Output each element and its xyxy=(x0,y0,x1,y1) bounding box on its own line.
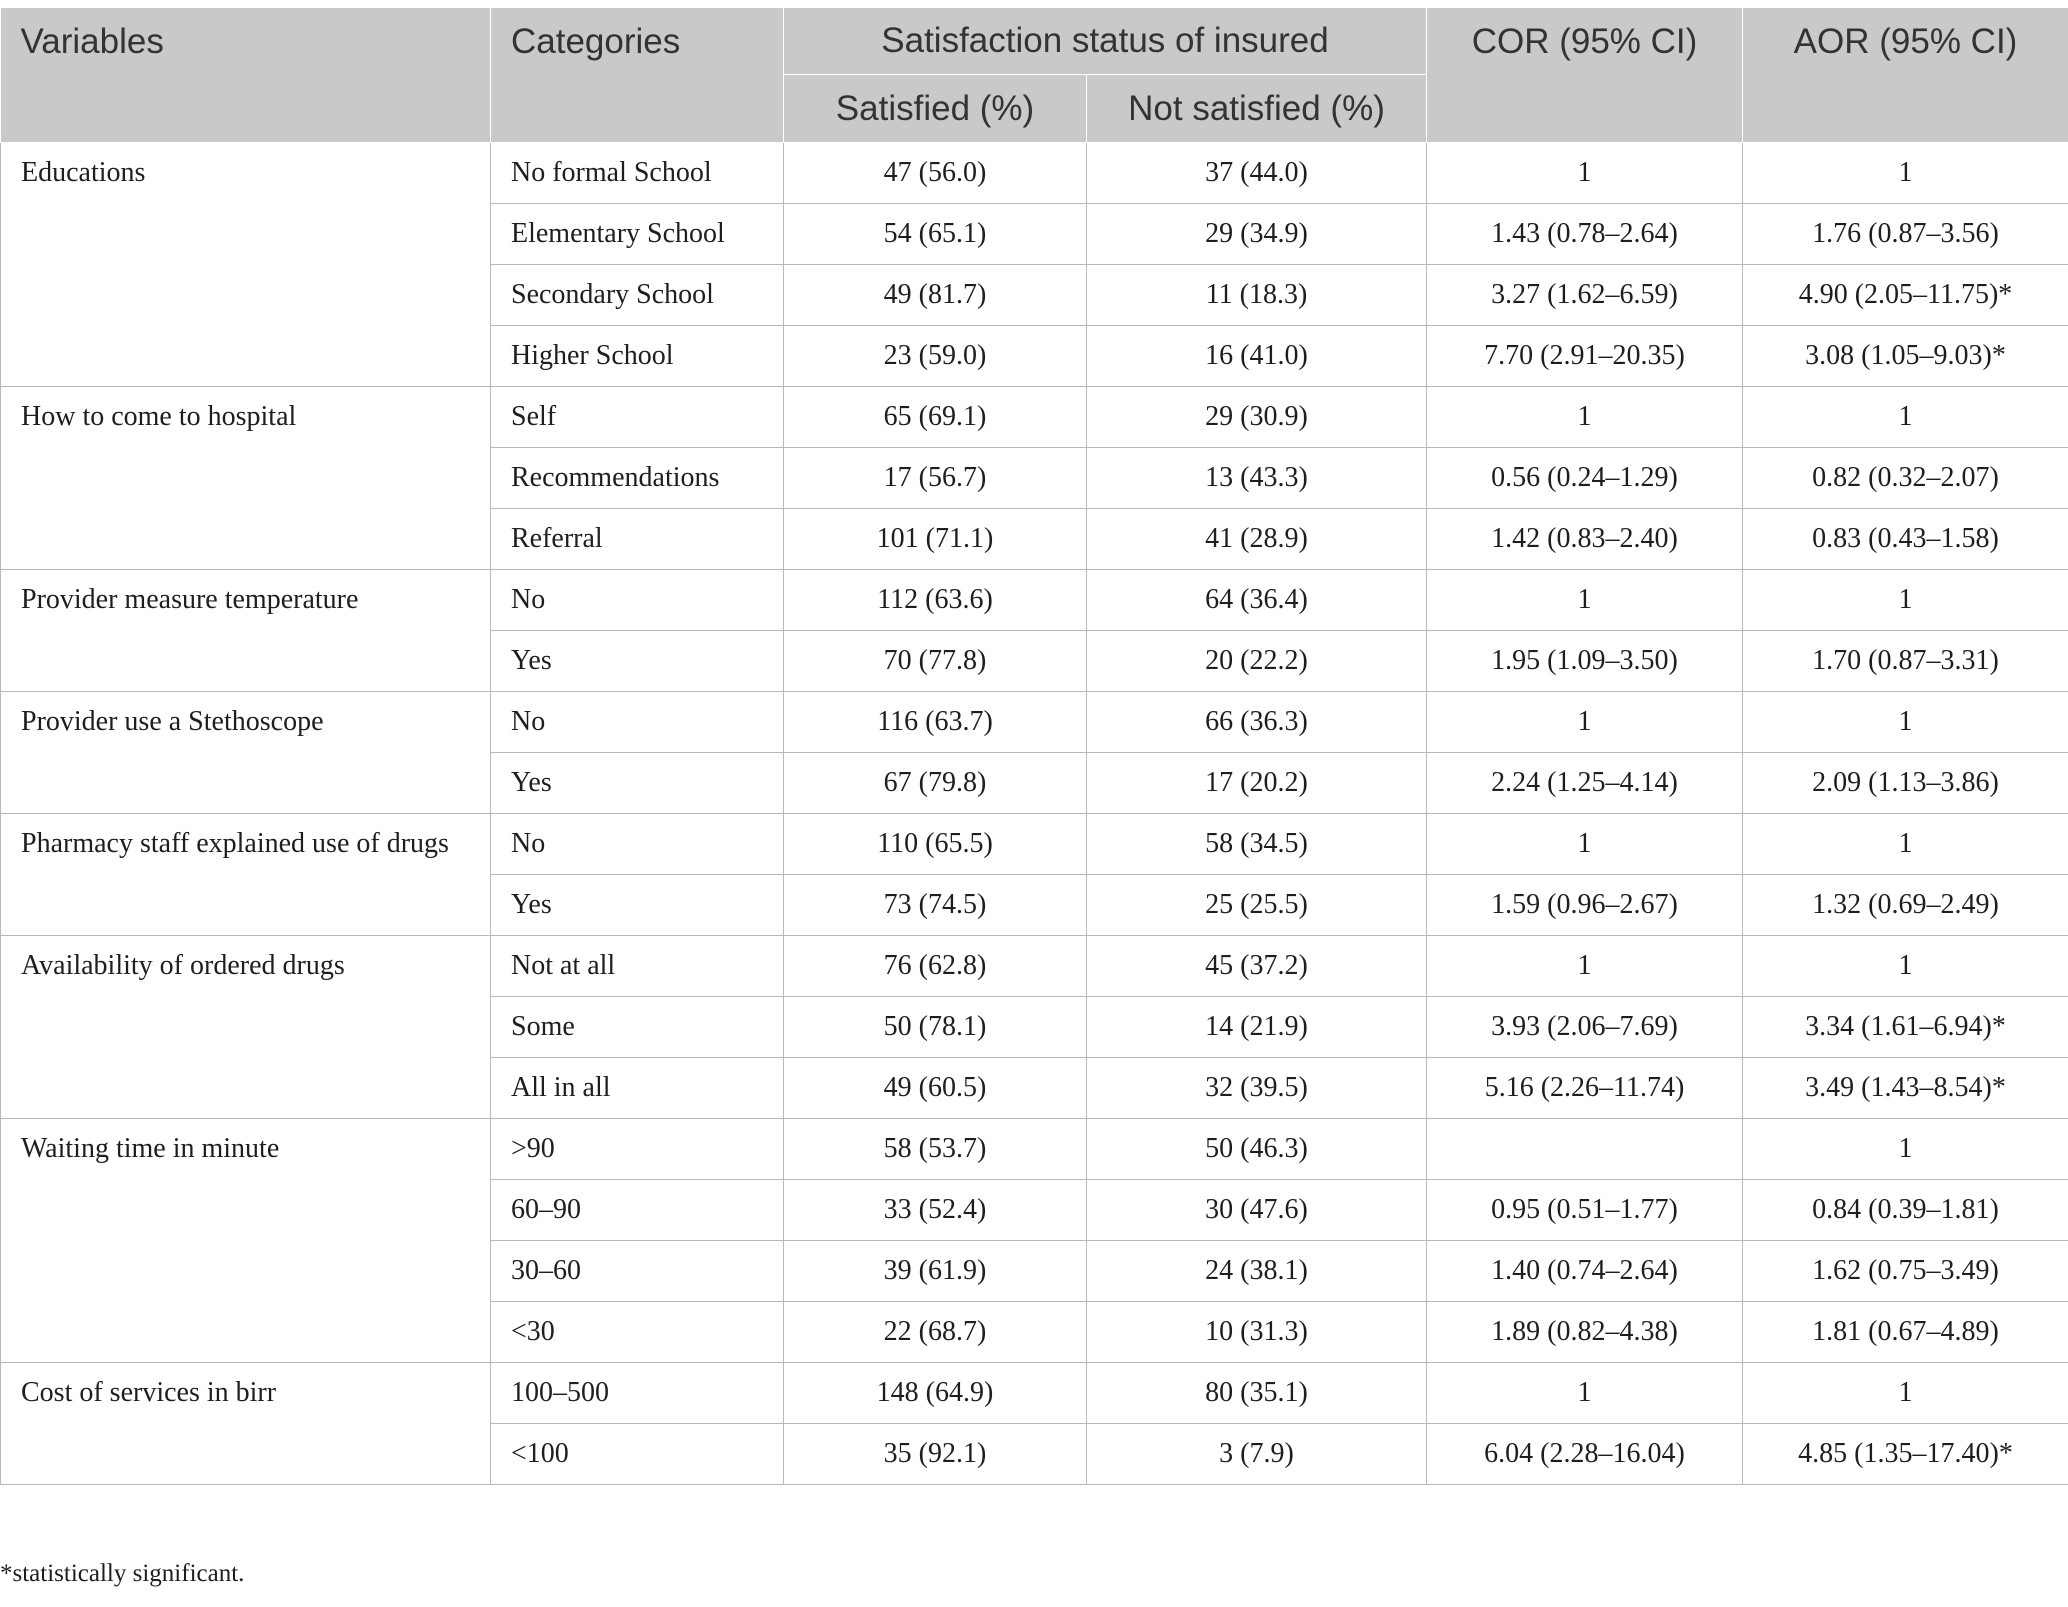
table-row xyxy=(1,692,2068,753)
variable-cell: Pharmacy staff explained use of drugs xyxy=(1,814,491,936)
cor-cell: 6.04 (2.28–16.04) xyxy=(1427,1424,1743,1485)
aor-cell: 3.34 (1.61–6.94)* xyxy=(1743,997,2068,1058)
category-cell: No xyxy=(491,814,784,875)
category-cell: Not at all xyxy=(491,936,784,997)
cor-cell: 2.24 (1.25–4.14) xyxy=(1427,753,1743,814)
footnote: *statistically significant. xyxy=(0,1560,245,1587)
cor-cell: 1 xyxy=(1427,814,1743,875)
satisfied-cell: 49 (60.5) xyxy=(784,1058,1087,1119)
category-cell: All in all xyxy=(491,1058,784,1119)
table-row xyxy=(1,936,2068,997)
not-satisfied-cell: 29 (34.9) xyxy=(1087,204,1427,265)
category-cell: Yes xyxy=(491,753,784,814)
not-satisfied-cell: 10 (31.3) xyxy=(1087,1302,1427,1363)
satisfied-cell: 47 (56.0) xyxy=(784,143,1087,204)
cor-cell: 1 xyxy=(1427,143,1743,204)
cor-cell: 1 xyxy=(1427,387,1743,448)
aor-cell: 1 xyxy=(1743,1119,2068,1180)
cor-cell: 1.95 (1.09–3.50) xyxy=(1427,631,1743,692)
cor-cell: 1.59 (0.96–2.67) xyxy=(1427,875,1743,936)
category-cell: Secondary School xyxy=(491,265,784,326)
aor-cell: 4.85 (1.35–17.40)* xyxy=(1743,1424,2068,1485)
variable-cell: Provider use a Stethoscope xyxy=(1,692,491,814)
category-cell: Recommendations xyxy=(491,448,784,509)
cor-cell: 0.56 (0.24–1.29) xyxy=(1427,448,1743,509)
header-variables: Variables xyxy=(1,8,491,143)
not-satisfied-cell: 66 (36.3) xyxy=(1087,692,1427,753)
satisfied-cell: 35 (92.1) xyxy=(784,1424,1087,1485)
category-cell: No xyxy=(491,692,784,753)
not-satisfied-cell: 50 (46.3) xyxy=(1087,1119,1427,1180)
satisfied-cell: 112 (63.6) xyxy=(784,570,1087,631)
aor-cell: 1 xyxy=(1743,814,2068,875)
satisfied-cell: 76 (62.8) xyxy=(784,936,1087,997)
category-cell: Self xyxy=(491,387,784,448)
category-cell: >90 xyxy=(491,1119,784,1180)
category-cell: 30–60 xyxy=(491,1241,784,1302)
not-satisfied-cell: 64 (36.4) xyxy=(1087,570,1427,631)
category-cell: Yes xyxy=(491,875,784,936)
category-cell: Yes xyxy=(491,631,784,692)
aor-cell: 0.83 (0.43–1.58) xyxy=(1743,509,2068,570)
category-cell: <100 xyxy=(491,1424,784,1485)
variable-cell: Provider measure temperature xyxy=(1,570,491,692)
cor-cell: 5.16 (2.26–11.74) xyxy=(1427,1058,1743,1119)
satisfied-cell: 49 (81.7) xyxy=(784,265,1087,326)
satisfied-cell: 65 (69.1) xyxy=(784,387,1087,448)
results-table xyxy=(0,8,2068,1485)
not-satisfied-cell: 29 (30.9) xyxy=(1087,387,1427,448)
category-cell: No xyxy=(491,570,784,631)
table-row xyxy=(1,814,2068,875)
aor-cell: 3.08 (1.05–9.03)* xyxy=(1743,326,2068,387)
aor-cell: 3.49 (1.43–8.54)* xyxy=(1743,1058,2068,1119)
table-container xyxy=(0,8,2068,1485)
satisfied-cell: 110 (65.5) xyxy=(784,814,1087,875)
aor-cell: 1.70 (0.87–3.31) xyxy=(1743,631,2068,692)
category-cell: 100–500 xyxy=(491,1363,784,1424)
not-satisfied-cell: 24 (38.1) xyxy=(1087,1241,1427,1302)
aor-cell: 1 xyxy=(1743,1363,2068,1424)
cor-cell: 3.93 (2.06–7.69) xyxy=(1427,997,1743,1058)
variable-cell: Educations xyxy=(1,143,491,387)
category-cell: 60–90 xyxy=(491,1180,784,1241)
aor-cell: 1.32 (0.69–2.49) xyxy=(1743,875,2068,936)
cor-cell: 1.89 (0.82–4.38) xyxy=(1427,1302,1743,1363)
satisfied-cell: 70 (77.8) xyxy=(784,631,1087,692)
header-aor: AOR (95% CI) xyxy=(1743,8,2068,143)
cor-cell: 3.27 (1.62–6.59) xyxy=(1427,265,1743,326)
cor-cell: 7.70 (2.91–20.35) xyxy=(1427,326,1743,387)
cor-cell: 1.43 (0.78–2.64) xyxy=(1427,204,1743,265)
aor-cell: 0.84 (0.39–1.81) xyxy=(1743,1180,2068,1241)
variable-cell: Availability of ordered drugs xyxy=(1,936,491,1119)
satisfied-cell: 50 (78.1) xyxy=(784,997,1087,1058)
not-satisfied-cell: 45 (37.2) xyxy=(1087,936,1427,997)
not-satisfied-cell: 16 (41.0) xyxy=(1087,326,1427,387)
satisfied-cell: 148 (64.9) xyxy=(784,1363,1087,1424)
cor-cell: 1 xyxy=(1427,1363,1743,1424)
cor-cell: 1.40 (0.74–2.64) xyxy=(1427,1241,1743,1302)
satisfied-cell: 33 (52.4) xyxy=(784,1180,1087,1241)
table-row xyxy=(1,1119,2068,1180)
table-body xyxy=(1,143,2068,1485)
not-satisfied-cell: 58 (34.5) xyxy=(1087,814,1427,875)
not-satisfied-cell: 11 (18.3) xyxy=(1087,265,1427,326)
category-cell: Referral xyxy=(491,509,784,570)
satisfied-cell: 73 (74.5) xyxy=(784,875,1087,936)
not-satisfied-cell: 13 (43.3) xyxy=(1087,448,1427,509)
cor-cell: 0.95 (0.51–1.77) xyxy=(1427,1180,1743,1241)
table-row xyxy=(1,387,2068,448)
aor-cell: 0.82 (0.32–2.07) xyxy=(1743,448,2068,509)
cor-cell: 1.42 (0.83–2.40) xyxy=(1427,509,1743,570)
aor-cell: 1.76 (0.87–3.56) xyxy=(1743,204,2068,265)
not-satisfied-cell: 20 (22.2) xyxy=(1087,631,1427,692)
category-cell: No formal School xyxy=(491,143,784,204)
aor-cell: 1 xyxy=(1743,143,2068,204)
aor-cell: 4.90 (2.05–11.75)* xyxy=(1743,265,2068,326)
table-row xyxy=(1,570,2068,631)
satisfied-cell: 39 (61.9) xyxy=(784,1241,1087,1302)
table-row xyxy=(1,143,2068,204)
cor-cell: 1 xyxy=(1427,936,1743,997)
header-satisfaction-group: Satisfaction status of insured xyxy=(784,8,1427,75)
not-satisfied-cell: 37 (44.0) xyxy=(1087,143,1427,204)
variable-cell: Waiting time in minute xyxy=(1,1119,491,1363)
aor-cell: 1 xyxy=(1743,692,2068,753)
header-cor: COR (95% CI) xyxy=(1427,8,1743,143)
satisfied-cell: 23 (59.0) xyxy=(784,326,1087,387)
category-cell: <30 xyxy=(491,1302,784,1363)
aor-cell: 1.81 (0.67–4.89) xyxy=(1743,1302,2068,1363)
table-header xyxy=(1,8,2068,143)
satisfied-cell: 101 (71.1) xyxy=(784,509,1087,570)
not-satisfied-cell: 17 (20.2) xyxy=(1087,753,1427,814)
aor-cell: 1.62 (0.75–3.49) xyxy=(1743,1241,2068,1302)
header-categories: Categories xyxy=(491,8,784,143)
cor-cell xyxy=(1427,1119,1743,1180)
satisfied-cell: 116 (63.7) xyxy=(784,692,1087,753)
satisfied-cell: 17 (56.7) xyxy=(784,448,1087,509)
cor-cell: 1 xyxy=(1427,692,1743,753)
satisfied-cell: 58 (53.7) xyxy=(784,1119,1087,1180)
header-not-satisfied: Not satisfied (%) xyxy=(1087,75,1427,143)
satisfied-cell: 22 (68.7) xyxy=(784,1302,1087,1363)
aor-cell: 2.09 (1.13–3.86) xyxy=(1743,753,2068,814)
satisfied-cell: 54 (65.1) xyxy=(784,204,1087,265)
category-cell: Some xyxy=(491,997,784,1058)
not-satisfied-cell: 25 (25.5) xyxy=(1087,875,1427,936)
not-satisfied-cell: 3 (7.9) xyxy=(1087,1424,1427,1485)
not-satisfied-cell: 80 (35.1) xyxy=(1087,1363,1427,1424)
not-satisfied-cell: 32 (39.5) xyxy=(1087,1058,1427,1119)
table-row xyxy=(1,1363,2068,1424)
header-satisfied: Satisfied (%) xyxy=(784,75,1087,143)
category-cell: Higher School xyxy=(491,326,784,387)
variable-cell: Cost of services in birr xyxy=(1,1363,491,1485)
satisfied-cell: 67 (79.8) xyxy=(784,753,1087,814)
aor-cell: 1 xyxy=(1743,570,2068,631)
cor-cell: 1 xyxy=(1427,570,1743,631)
variable-cell: How to come to hospital xyxy=(1,387,491,570)
aor-cell: 1 xyxy=(1743,387,2068,448)
not-satisfied-cell: 14 (21.9) xyxy=(1087,997,1427,1058)
not-satisfied-cell: 30 (47.6) xyxy=(1087,1180,1427,1241)
not-satisfied-cell: 41 (28.9) xyxy=(1087,509,1427,570)
category-cell: Elementary School xyxy=(491,204,784,265)
aor-cell: 1 xyxy=(1743,936,2068,997)
